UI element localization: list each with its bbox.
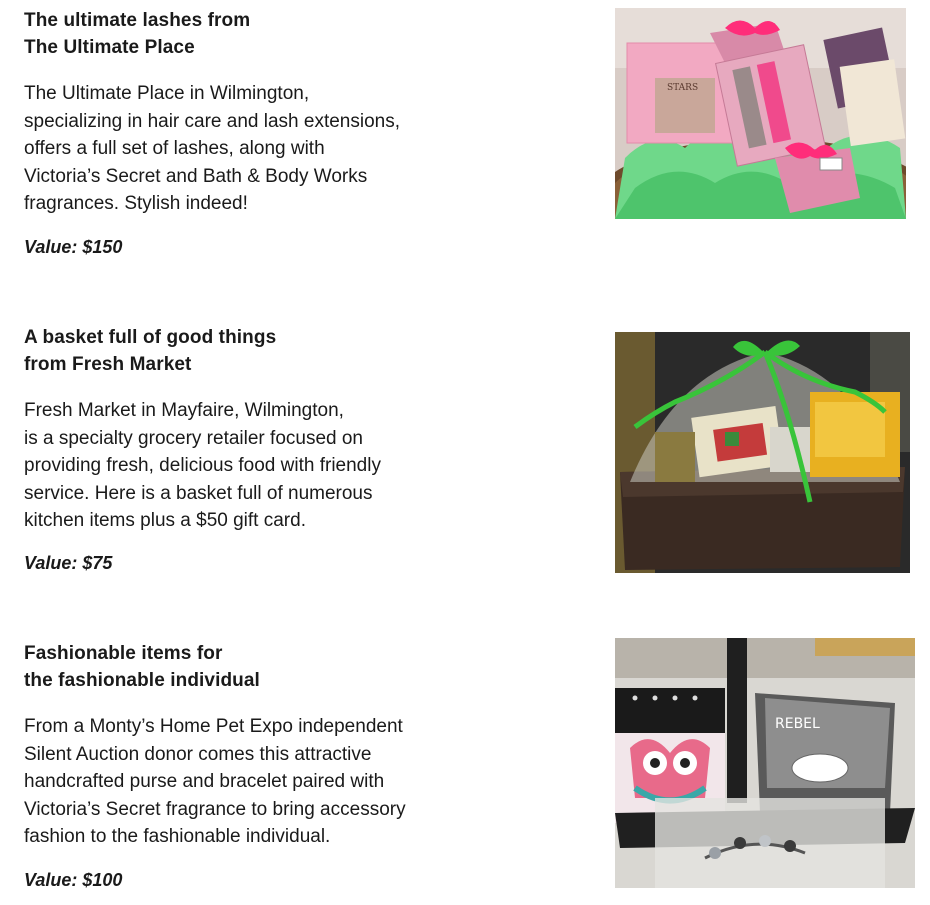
title-line: The ultimate lashes from [24, 10, 251, 31]
description-line: handcrafted purse and bracelet paired with [24, 771, 385, 792]
fresh-market-basket-photo [615, 332, 910, 573]
description-line: service. Here is a basket full of numerous [24, 482, 373, 504]
item-description [24, 713, 406, 851]
fashion-purse-basket-photo [615, 638, 915, 888]
title-line: from Fresh Market [24, 354, 192, 375]
auction-item-fashion [0, 610, 930, 905]
title-line: the fashionable individual [24, 670, 260, 691]
description-line: Silent Auction donor comes this attractive [24, 743, 372, 765]
description-line: The Ultimate Place in Wilmington, [24, 83, 310, 104]
description-line: offers a full set of lashes, along with [24, 138, 325, 159]
title-line: A basket full of good things [24, 327, 277, 348]
auction-item-lashes [0, 0, 930, 300]
item-value: Value: $75 [24, 553, 113, 573]
description-line: From a Monty’s Home Pet Expo independent [24, 716, 403, 737]
description-line: is a specialty grocery retailer focused on [24, 427, 363, 449]
item-description [24, 397, 381, 535]
item-title [24, 324, 276, 378]
description-line: Victoria’s Secret fragrance to bring accessory [24, 798, 406, 820]
description-line: Fresh Market in Mayfaire, Wilmington, [24, 400, 344, 421]
bag-label: STARS [667, 83, 699, 93]
item-value: Value: $150 [24, 237, 123, 257]
fragrance-label: REBEL [775, 716, 820, 732]
lashes-gift-basket-photo [615, 8, 906, 219]
description-line: fragrances. Stylish indeed! [24, 193, 248, 214]
description-line: Victoria’s Secret and Bath & Body Works [24, 165, 368, 187]
description-line: providing fresh, delicious food with friendly [24, 455, 381, 476]
auction-item-fresh-market [0, 300, 930, 610]
title-line: Fashionable items for [24, 643, 223, 664]
description-line: specializing in hair care and lash extensions, [24, 110, 400, 132]
item-title [24, 7, 250, 61]
description-line: kitchen items plus a $50 gift card. [24, 510, 306, 531]
title-line: The Ultimate Place [24, 37, 195, 58]
item-value: Value: $100 [24, 870, 123, 890]
item-title [24, 640, 260, 694]
description-line: fashion to the fashionable individual. [24, 826, 331, 847]
item-description [24, 80, 400, 218]
